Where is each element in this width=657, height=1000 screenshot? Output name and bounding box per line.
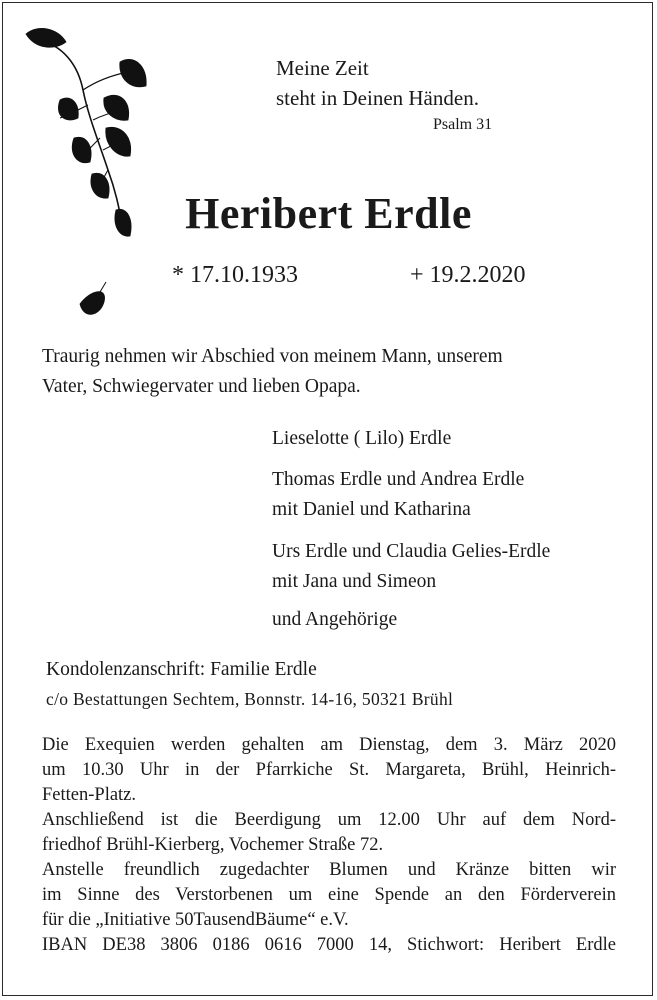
details-line: für die „Initiative 50TausendBäume“ e.V.: [42, 910, 349, 930]
details-line: Anstelle freundlich zugedachter Blumen und Kränze bitten wir: [42, 860, 616, 880]
mourner-line: mit Jana und Simeon: [272, 571, 437, 592]
deceased-name: Heribert Erdle: [185, 189, 472, 238]
condolence-address: c/o Bestattungen Sechtem, Bonnstr. 14-16, 50321 Brühl: [46, 689, 454, 709]
death-date: + 19.2.2020: [410, 262, 526, 288]
birth-date: * 17.10.1933: [172, 262, 298, 288]
details-line: friedhof Brühl-Kierberg, Vochemer Straße 72.: [42, 835, 384, 855]
mourner-line: mit Daniel und Katharina: [272, 499, 471, 520]
funeral-details: [42, 733, 616, 958]
mourner-line: Thomas Erdle und Andrea Erdle: [272, 469, 525, 490]
mourner-line: Urs Erdle und Claudia Gelies-Erdle: [272, 541, 551, 562]
details-line: Fetten-Platz.: [42, 785, 137, 805]
verse-line-2: steht in Deinen Händen.: [276, 86, 479, 110]
mourner-line: und Angehörige: [272, 609, 398, 630]
details-line: um 10.30 Uhr in der Pfarrkiche St. Margareta, Brühl, Heinrich-: [42, 760, 616, 780]
birch-branch-illustration: [8, 20, 178, 340]
verse-line-1: Meine Zeit: [276, 56, 369, 80]
details-line: Anschließend ist die Beerdigung um 12.00 Uhr auf dem Nord-: [42, 810, 616, 830]
farewell-text-line-2: Vater, Schwiegervater und lieben Opapa.: [42, 376, 361, 397]
details-line: im Sinne des Verstorbenen um eine Spende an den Förderverein: [42, 885, 616, 905]
details-line: Die Exequien werden gehalten am Dienstag, dem 3. März 2020: [42, 735, 616, 755]
condolence-label: Kondolenzanschrift: Familie Erdle: [46, 659, 317, 680]
mourner-line: Lieselotte ( Lilo) Erdle: [272, 428, 452, 449]
farewell-text-line-1: Traurig nehmen wir Abschied von meinem Mann, unserem: [42, 346, 503, 367]
verse-source: Psalm 31: [433, 116, 493, 133]
details-line: IBAN DE38 3806 0186 0616 7000 14, Stichwort: Heribert Erdle: [42, 935, 616, 955]
